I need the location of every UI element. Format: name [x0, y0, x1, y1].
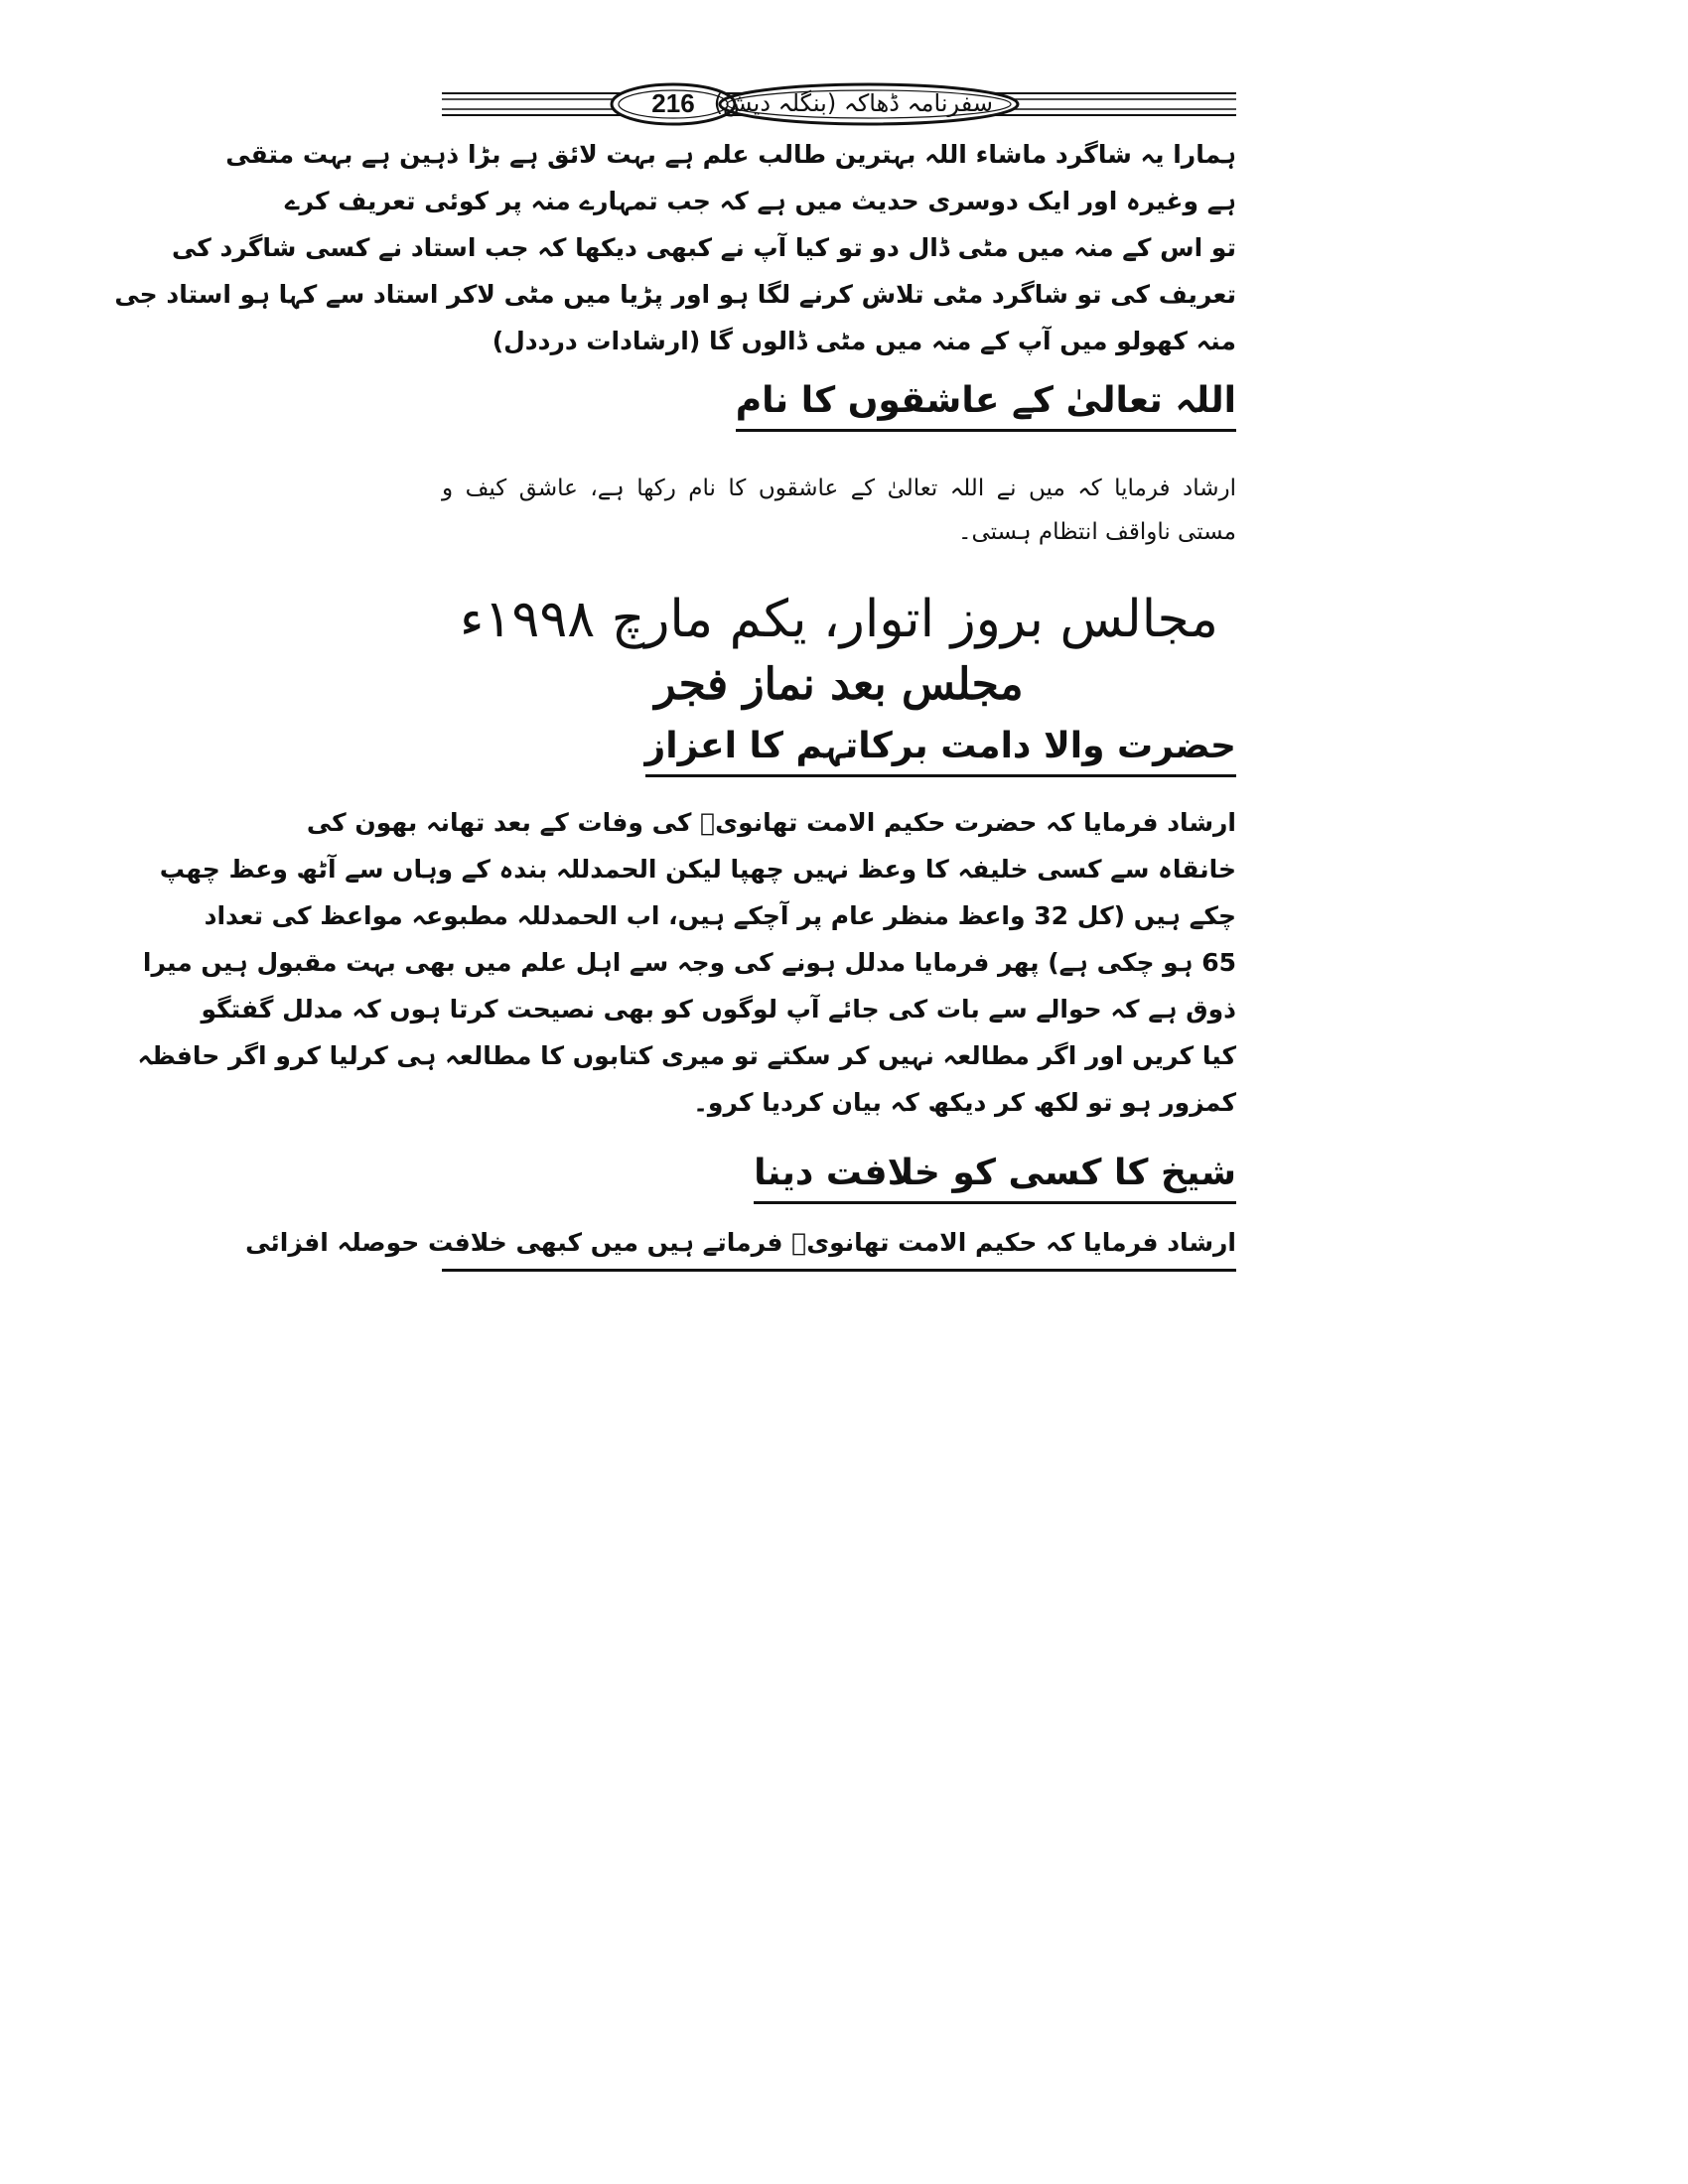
- text-line: ذوق ہے کہ حوالے سے بات کی جائے آپ لوگوں کو بھی نصیحت کرتا ہوں کہ مدلل گفتگو: [201, 995, 1236, 1024]
- text-line: کمزور ہو تو لکھ کر دیکھ کہ بیان کردیا کرو۔: [693, 1088, 1236, 1117]
- paragraph-2: [442, 467, 1236, 554]
- session-title: مجالس بروز اتوار، یکم مارچ ۱۹۹۸ء: [460, 590, 1218, 649]
- running-title: سفرنامہ ڈھاکہ (بنگلہ دیش): [713, 89, 993, 117]
- text-line: ارشاد فرمایا کہ حکیم الامت تھانویؒ فرماتے ہیں میں کبھی خلافت حوصلہ افزائی: [245, 1228, 1236, 1257]
- text-line: تعریف کی تو شاگرد مٹی تلاش کرنے لگا ہو اور پڑیا میں مٹی لاکر استاد سے کہا ہو استاد جی: [114, 280, 1236, 309]
- text-line: چکے ہیں (کل 32 واعظ منظر عام پر آچکے ہیں، اب الحمدللہ مطبوعہ مواعظ کی تعداد: [204, 901, 1236, 930]
- paragraph-4: [245, 1219, 1236, 1266]
- section-heading-1: اللہ تعالیٰ کے عاشقوں کا نام: [736, 377, 1236, 432]
- section-heading-3: شیخ کا کسی کو خلافت دینا: [754, 1150, 1236, 1204]
- page-header: [442, 79, 1236, 129]
- paragraph-1: [114, 131, 1236, 364]
- text-line: تو اس کے منہ میں مٹی ڈال دو تو کیا آپ نے کبھی دیکھا کہ جب استاد نے کسی شاگرد کی: [171, 233, 1236, 262]
- session-subtitle: مجلس بعد نماز فجر: [654, 659, 1024, 710]
- section-heading-2: حضرت والا دامت برکاتہم کا اعزاز: [645, 723, 1236, 777]
- text-line: ہمارا یہ شاگرد ماشاء اللہ بہترین طالب علم ہے بہت لائق ہے بڑا ذہین ہے بہت متقی: [225, 140, 1236, 169]
- text-line: مستی ناواقف انتظام ہستی۔: [957, 519, 1236, 545]
- text-line: 65 ہو چکی ہے) پھر فرمایا مدلل ہونے کی وجہ سے اہل علم میں بھی بہت مقبول ہیں میرا: [142, 948, 1236, 977]
- book-page: [114, 79, 1236, 1549]
- bottom-rule: [442, 1269, 1236, 1272]
- text-line: ارشاد فرمایا کہ میں نے اللہ تعالیٰ کے عاشقوں کا نام رکھا ہے، عاشق کیف و: [442, 476, 1236, 501]
- text-line: ارشاد فرمایا کہ حضرت حکیم الامت تھانویؒ کی وفات کے بعد تھانہ بھون کی: [306, 808, 1236, 837]
- text-line: کیا کریں اور اگر مطالعہ نہیں کر سکتے تو میری کتابوں کا مطالعہ ہی کرلیا کرو اگر حافظہ: [137, 1041, 1236, 1070]
- paragraph-3: [137, 799, 1236, 1126]
- text-line: منہ کھولو میں آپ کے منہ میں مٹی ڈالوں گا (ارشادات درددل): [492, 327, 1236, 355]
- text-line: ہے وغیرہ اور ایک دوسری حدیث میں ہے کہ جب تمہارے منہ پر کوئی تعریف کرے: [284, 187, 1236, 215]
- page-number: 216: [651, 88, 695, 118]
- text-line: خانقاہ سے کسی خلیفہ کا وعظ نہیں چھپا لیکن الحمدللہ بندہ کے وہاں سے آٹھ وعظ چھپ: [159, 855, 1236, 884]
